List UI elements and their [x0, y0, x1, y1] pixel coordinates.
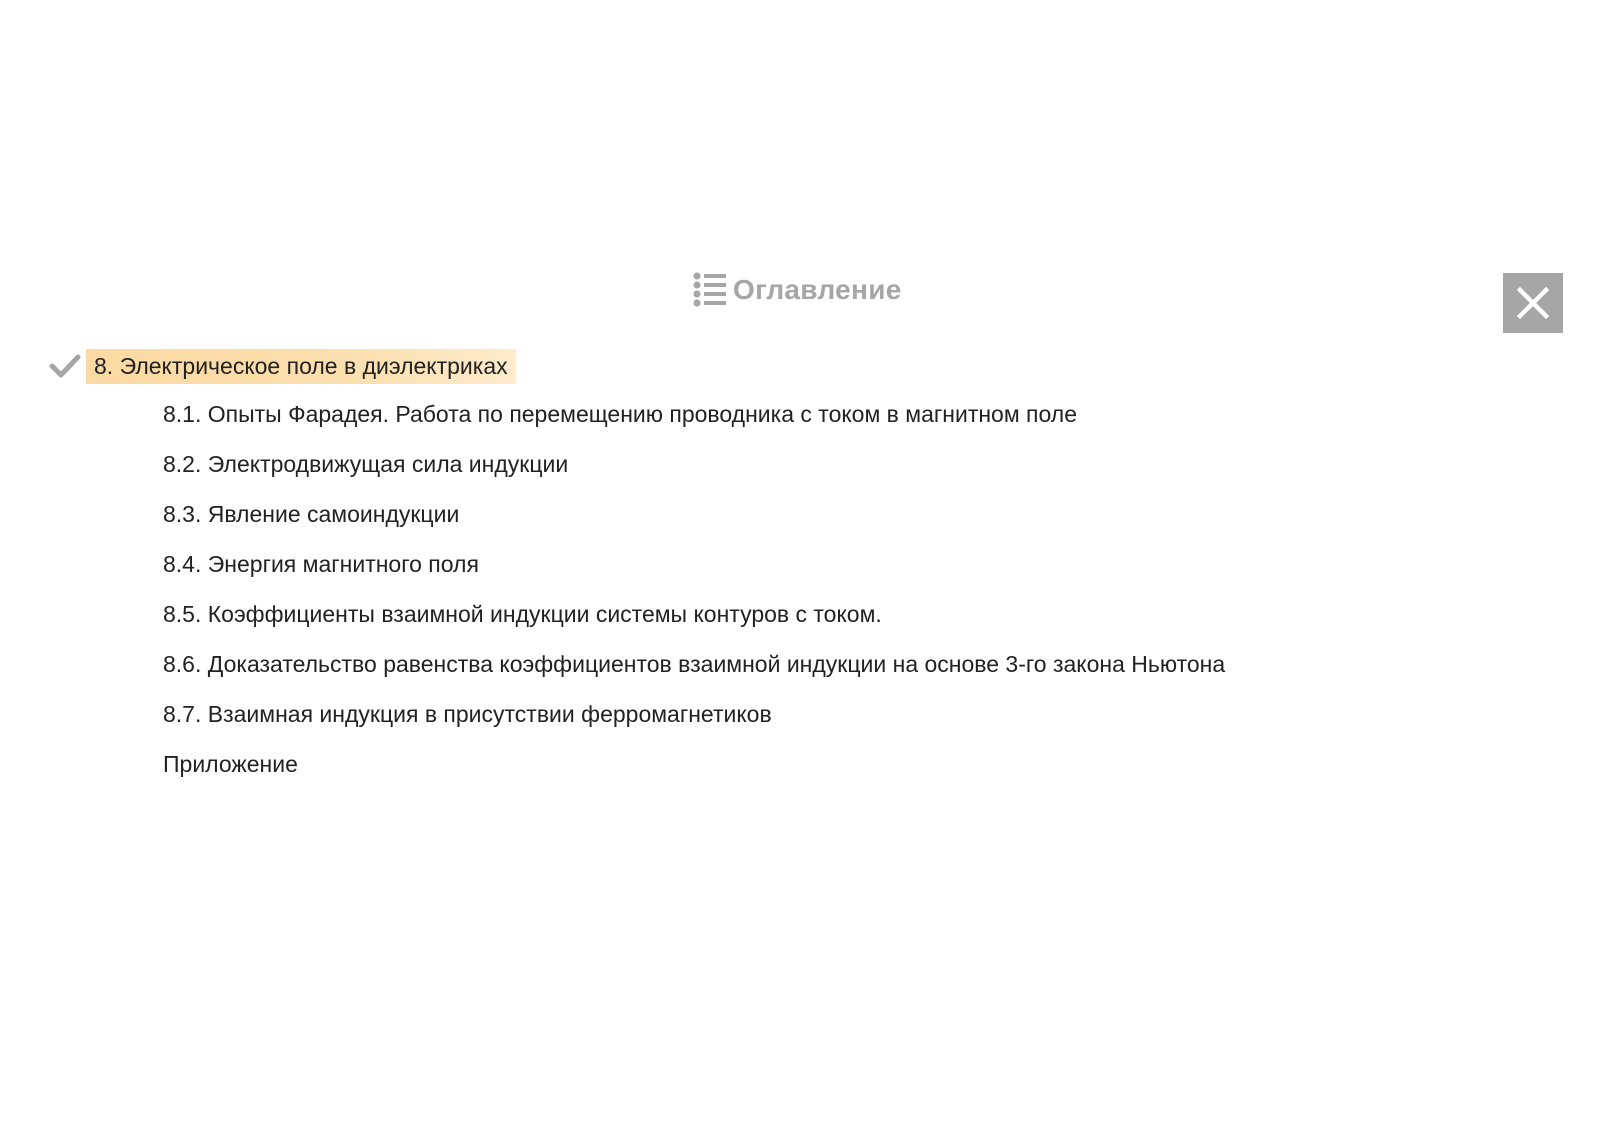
list-item [163, 546, 1225, 596]
list-item [163, 596, 1225, 646]
list-item [163, 446, 1225, 496]
list-item [163, 696, 1225, 746]
close-icon [1516, 286, 1550, 320]
section-link-8-5[interactable]: 8.5. Коэффициенты взаимной индукции системы контуров с током. [163, 601, 882, 627]
checkmark-icon [48, 351, 82, 381]
list-item [163, 746, 1225, 796]
section-link-8-1[interactable]: 8.1. Опыты Фарадея. Работа по перемещению проводника с током в магнитном поле [163, 401, 1078, 427]
list-item [163, 396, 1225, 446]
list-item [163, 646, 1225, 696]
section-list [163, 396, 1225, 796]
section-link-8-6[interactable]: 8.6. Доказательство равенства коэффициентов взаимной индукции на основе 3-го закона Ньютона [163, 651, 1226, 677]
list-item [163, 496, 1225, 546]
section-link-8-3[interactable]: 8.3. Явление самоиндукции [163, 501, 460, 527]
section-link-8-4[interactable]: 8.4. Энергия магнитного поля [163, 551, 479, 577]
toc-header [693, 270, 902, 310]
section-link-appendix[interactable]: Приложение [163, 751, 298, 777]
section-link-8-7[interactable]: 8.7. Взаимная индукция в присутствии ферромагнетиков [163, 701, 772, 727]
list-icon [693, 271, 727, 309]
section-link-8-2[interactable]: 8.2. Электродвижущая сила индукции [163, 451, 569, 477]
chapter-row [48, 348, 516, 384]
close-button[interactable] [1503, 273, 1563, 333]
toc-title: Оглавление [733, 274, 902, 305]
chapter-link-8[interactable]: 8. Электрическое поле в диэлектриках [86, 349, 516, 384]
